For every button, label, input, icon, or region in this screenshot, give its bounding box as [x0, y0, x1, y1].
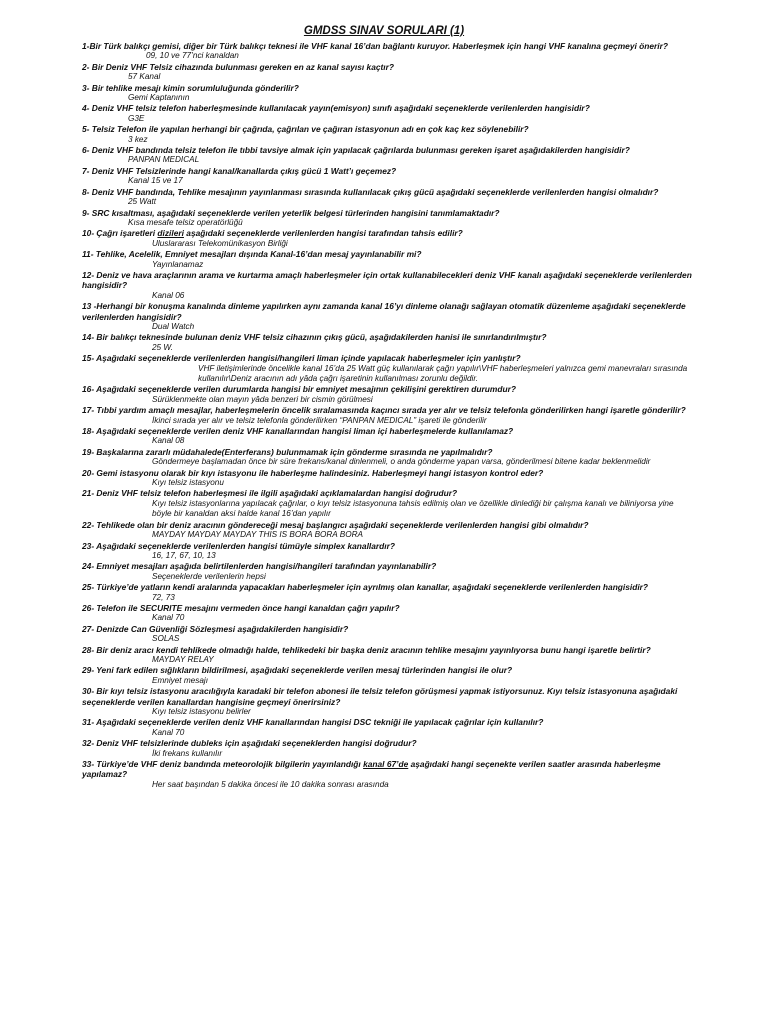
question-item — [82, 561, 694, 582]
answer-text: Kanal 15 ve 17 — [128, 176, 183, 186]
question-item — [82, 332, 694, 353]
question-text: 25- Türkiye’de yatların kendi aralarında yapacakları haberleşmeler için ayrılmış olan kanallar, aşağıdaki seçeneklerde verilenlerden hangisidir? — [82, 582, 649, 593]
question-item — [82, 488, 694, 519]
question-item — [82, 384, 694, 405]
answer-text: 57 Kanal — [128, 72, 161, 82]
question-item — [82, 686, 694, 717]
question-text: 20- Gemi istasyonu olarak bir kıyı istasyonu ile haberleşme halindesiniz. Haberleşmeyi hangi istasyon kontrol eder? — [82, 467, 544, 478]
question-text — [82, 759, 694, 780]
answer-text: İkinci sırada yer alır ve telsiz telefonla gönderilirken “PANPAN MEDICAL” işareti ile gönderilir — [152, 415, 487, 425]
answer-text: Kıyı telsiz istasyonlarına yapılacak çağrılar, o kıyı telsiz istasyonuna tahsis edilmiş olan ve özellikle dinlediği bir çalışma kanalı ve biliniyorsa yine böyle bir kanaldan aksi halde kanal 16’dan yapılır — [152, 498, 674, 519]
answer-text: Kısa mesafe telsiz operatörlüğü — [128, 217, 243, 227]
question-item — [82, 717, 694, 738]
answer-text: Yayınlanamaz — [152, 259, 204, 269]
answer-text: 72, 73 — [152, 592, 175, 602]
question-text: 29- Yeni fark edilen sığlıkların bildirilmesi, aşağıdaki seçeneklerde verilen mesaj türlerinden hangisi ile olur? — [82, 665, 513, 676]
question-text: 14- Bir balıkçı teknesinde bulunan deniz VHF telsiz cihazının çıkış gücü, aşağıdakilerden hanisi ile sınırlandırılmıştır? — [82, 332, 547, 343]
answer-text: Kanal 70 — [152, 613, 185, 623]
question-text: 2- Bir Deniz VHF Telsiz cihazında bulunması gereken en az kanal sayısı kaçtır? — [82, 61, 394, 72]
question-text: 32- Deniz VHF telsizlerinde dubleks için aşağıdaki seçeneklerden hangisi doğrudur? — [82, 738, 417, 749]
question-text: 19- Başkalarına zararlı müdahalede(Enterferans) bulunmamak için gönderme sırasında ne yapılmalıdır? — [82, 446, 493, 457]
question-item — [82, 208, 694, 229]
question-text: 5- Telsiz Telefon ile yapılan herhangi bir çağrıda, çağrılan ve çağıran istasyonun adı en çok kaç kez söylenebilir? — [82, 124, 529, 135]
question-text: 7- Deniz VHF Telsizlerinde hangi kanal/kanallarda çıkış gücü 1 Watt’ı geçemez? — [82, 165, 397, 176]
question-item — [82, 541, 694, 562]
question-text: 23- Aşağıdaki seçeneklerde verilenlerden hangisi tümüyle simplex kanallardır? — [82, 540, 395, 551]
question-item — [82, 738, 694, 759]
question-text: 11- Tehlike, Acelelik, Emniyet mesajları dışında Kanal-16’dan mesaj yayınlanabilir mi? — [82, 249, 422, 260]
answer-text: Uluslararası Telekomünikasyon Birliği — [152, 238, 288, 248]
answer-text: İki frekans kullanılır — [152, 748, 223, 758]
question-text: 16- Aşağıdaki seçeneklerde verilen durumlarda hangisi bir emniyet mesajının çekilişini gerektiren durumdur? — [82, 384, 516, 395]
question-text: 24- Emniyet mesajları aşağıda belirtilenlerden hangisi/hangileri tarafından yayınlanabilir? — [82, 561, 437, 572]
question-text-part: 10- Çağrı işaretleri — [82, 228, 158, 239]
question-item — [82, 759, 694, 790]
answer-text: Sürüklenmekte olan mayın yâda benzeri bir cismin görülmesi — [152, 394, 373, 404]
question-item — [82, 468, 694, 489]
question-text: 22- Tehlikede olan bir deniz aracının göndereceği mesaj başlangıcı aşağıdaki seçeneklerde verilenlerden hangisi gibi olmalıdır? — [82, 519, 589, 530]
question-item — [82, 249, 694, 270]
question-item — [82, 520, 694, 541]
answer-text: Kanal 08 — [152, 436, 185, 446]
question-item — [82, 447, 694, 468]
question-item — [82, 270, 694, 301]
question-text: 8- Deniz VHF bandında, Tehlike mesajının yayınlanması sırasında kullanılacak çıkış gücü aşağıdaki seçeneklerde verilenlerden hangisi olmalıdır? — [82, 186, 659, 197]
answer-text: Kıyı telsiz istasyonu — [152, 478, 224, 488]
question-text: 30- Bir kıyı telsiz istasyonu aracılığıyla karadaki bir telefon abonesi ile telsiz telefon görüşmesi yapmak istiyorsunuz. Kıyı telsiz istasyonuna aşağıdaki seçeneklerde verilen kanallardan hangisine geçmeyi önerirsiniz? — [82, 686, 678, 707]
question-item — [82, 103, 694, 124]
question-text: 3- Bir tehlike mesajı kimin sorumluluğunda gönderilir? — [82, 82, 299, 93]
question-item — [82, 41, 694, 62]
answer-text: Dual Watch — [152, 321, 195, 331]
answer-text: Her saat başından 5 dakika öncesi ile 10 dakika sonrası arasında — [152, 779, 389, 789]
question-text-part: aşağıdaki seçeneklerde verilenlerden hangisi tarafından tahsis edilir? — [183, 228, 463, 239]
answer-text: Emniyet mesajı — [152, 675, 208, 685]
answer-text: 25 W. — [152, 342, 174, 352]
answer-text: Kıyı telsiz istasyonu belirler — [152, 707, 251, 716]
question-item — [82, 353, 694, 384]
question-text: 21- Deniz VHF telsiz telefon haberleşmesi ile ilgili aşağıdaki açıklamalardan hangisi doğrudur? — [82, 488, 458, 499]
question-item — [82, 582, 694, 603]
question-item — [82, 83, 694, 104]
question-text: 1-Bir Türk balıkçı gemisi, diğer bir Türk balıkçı teknesi ile VHF kanal 16’dan bağlantı kuruyor. Haberleşmek için hangi VHF kanalına geçmeyi önerir? — [82, 41, 668, 51]
question-item — [82, 645, 694, 666]
question-text: 4- Deniz VHF telsiz telefon haberleşmesinde kullanılacak yayın(emisyon) sınıfı aşağıdaki seçeneklerde verilenlerden hangisidir? — [82, 103, 590, 114]
page-title: GMDSS SINAV SORULARI (1) — [303, 25, 465, 37]
question-item — [82, 124, 694, 145]
answer-text: Kanal 70 — [152, 727, 185, 737]
answer-text: G3E — [128, 113, 145, 123]
answer-text: Kanal 06 — [152, 290, 185, 300]
question-text: 27- Denizde Can Güvenliği Sözleşmesi aşağıdakilerden hangisidir? — [82, 623, 349, 634]
question-item — [82, 187, 694, 208]
question-list — [82, 41, 694, 790]
answer-text: MAYDAY MAYDAY MAYDAY THIS IS BORA BORA BORA — [152, 530, 363, 540]
question-text: 31- Aşağıdaki seçeneklerde verilen deniz VHF kanallarından hangisi DSC tekniği ile yapılacak çağrılar için kullanılır? — [82, 717, 544, 728]
answer-text: PANPAN MEDICAL — [128, 155, 200, 165]
question-text — [82, 228, 694, 238]
answer-text: 3 kez — [128, 134, 148, 144]
answer-text: Seçeneklerde verilenlerin hepsi — [152, 571, 266, 581]
answer-text: Göndermeye başlamadan önce bir süre frekans/kanal dinlenmeli, o anda gönderme yapan varsa, gönderilmesi bitene kadar beklenmelidir — [152, 457, 651, 467]
question-item — [82, 166, 694, 187]
question-text: 28- Bir deniz aracı kendi tehlikede olmadığı halde, tehlikedeki bir başka deniz aracının tehlike mesajını yayınlıyorsa bunu hangi işaretle belirtir? — [82, 644, 651, 655]
question-text: 15- Aşağıdaki seçeneklerde verilenlerden hangisi/hangileri liman içinde yapılacak haberleşmeler için yanlıştır? — [82, 353, 521, 364]
answer-text: 09, 10 ve 77’nci kanaldan — [146, 51, 239, 61]
question-item — [82, 624, 694, 645]
question-item — [82, 145, 694, 166]
question-item — [82, 62, 694, 83]
answer-text: VHF iletişimlerinde öncelikle kanal 16’da 25 Watt güç kullanılarak çağrı yapılır\VHF haberleşmeleri yalnızca gemi manevraları sırasında kullanılır\Deniz aracının adı yâda çağrı işaretinin kullanılması zorunlu değildir. — [198, 363, 688, 383]
question-text: 26- Telefon ile SECURITE mesajını vermeden önce hangi kanaldan çağrı yapılır? — [82, 602, 400, 613]
question-text-part: aşağıdaki hangi seçenekte verilen saatler arasında haberleşme yapılamaz? — [82, 759, 661, 780]
question-item — [82, 301, 694, 332]
question-text: 17- Tıbbi yardım amaçlı mesajlar, haberleşmelerin öncelik sıralamasında kaçıncı sırada yer alır ve telsiz telefonla gönderilirken hangi işaretle gönderilir? — [82, 405, 686, 416]
answer-text: SOLAS — [152, 634, 180, 644]
question-text: 13 -Herhangi bir konuşma kanalında dinleme yapılırken aynı zamanda kanal 16’yı dinleme olanağı sağlayan otomatik düzenleme aşağıdaki seçeneklerde verilenlerden hangisidir? — [82, 301, 686, 322]
question-underlined-text: kanal 67’de — [363, 759, 409, 770]
question-item — [82, 665, 694, 686]
answer-text: 16, 17, 67, 10, 13 — [152, 550, 216, 560]
answer-text: Gemi Kaptanının — [128, 93, 190, 103]
question-text: 9- SRC kısaltması, aşağıdaki seçeneklerde verilen yeterlik belgesi türlerinden hangisini tanımlamaktadır? — [82, 207, 500, 218]
question-item — [82, 426, 694, 447]
question-text: 12- Deniz ve hava araçlarının arama ve kurtarma amaçlı haberleşmeler için ortak kullanabilecekleri deniz VHF kanalı aşağıdaki seçeneklerde verilenlerden hangisidir? — [82, 269, 692, 291]
question-underlined-text: dizileri — [157, 228, 184, 239]
question-item — [82, 405, 694, 426]
question-text-part: 33- Türkiye’de VHF deniz bandında meteorolojik bilgilerin yayınlandığı — [82, 759, 364, 770]
question-text: 6- Deniz VHF bandında telsiz telefon ile tıbbi tavsiye almak için yapılacak çağrılarda bulunması gereken işaret aşağıdakilerden hangisidir? — [82, 145, 630, 156]
answer-text: MAYDAY RELAY — [152, 654, 214, 664]
question-item — [82, 603, 694, 624]
question-text: 18- Aşağıdaki seçeneklerde verilen deniz VHF kanallarından hangisi liman içi haberleşmelerde kullanılamaz? — [82, 426, 514, 437]
question-item — [82, 228, 694, 249]
answer-text: 25 Watt — [128, 197, 157, 207]
